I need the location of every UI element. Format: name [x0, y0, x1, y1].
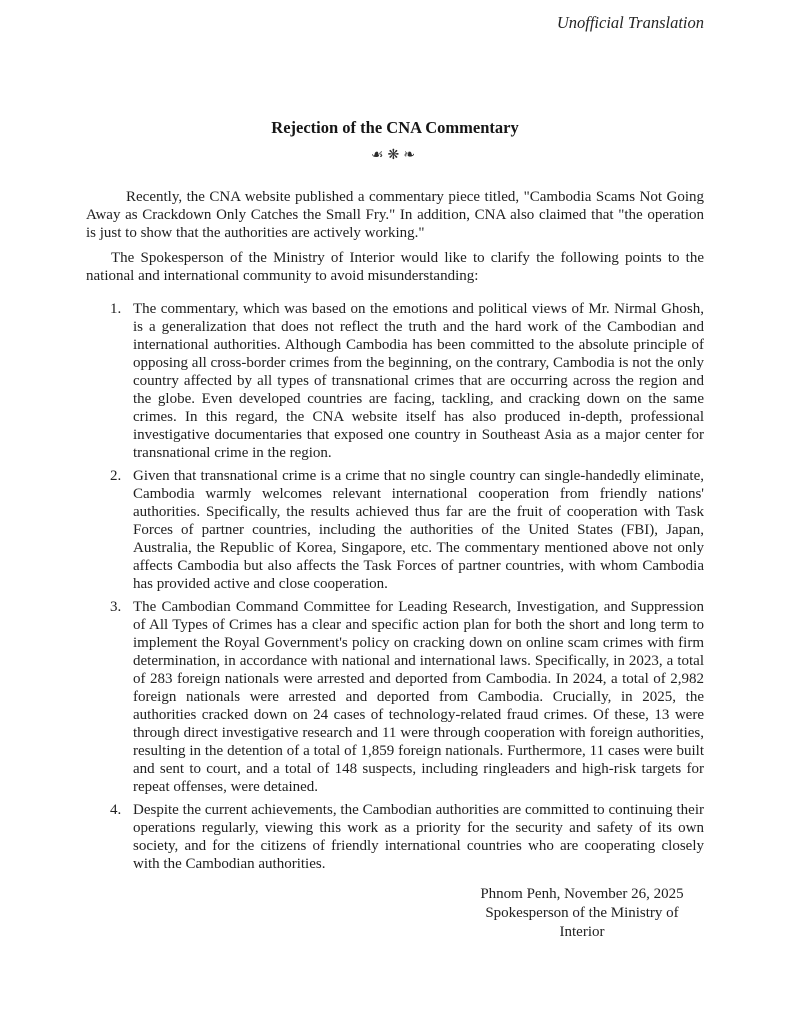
list-item: [86, 467, 704, 593]
signature-role: Spokesperson of the Ministry of Interior: [485, 905, 679, 940]
list-item: [86, 300, 704, 462]
list-item-number: 1.: [110, 301, 122, 317]
signature-place-date: Phnom Penh, November 26, 2025: [480, 886, 684, 902]
list-item-number: 3.: [110, 599, 122, 615]
translation-note: Unofficial Translation: [556, 13, 704, 32]
page-title: Rejection of the CNA Commentary: [271, 118, 519, 137]
signature-block: [462, 885, 702, 942]
list-item-text: The Cambodian Command Committee for Leading Research, Investigation, and Suppression of All Types of Crimes has a clear and specific action plan for both the short and long term to implement the Royal Government's policy on cracking down on online scam crimes with firm determination, in accordance with national and international laws. Specifically, in 2023, a total of 283 foreign nationals were arrested and deported from Cambodia. In 2024, a total of 2,982 foreign nationals were arrested and deported from Cambodia. Crucially, in 2025, the authorities cracked down on 24 cases of technology-related fraud crimes. Of these, 13 were through direct investigative research and 11 were through cooperation with foreign authorities, resulting in the detention of a total of 1,859 foreign nationals. Furthermore, 11 cases were built and sent to court, and a total of 148 suspects, including ringleaders and high-risk targets for repeat offenses, were detained.: [133, 599, 704, 795]
list-item: [86, 801, 704, 873]
list-item-text: The commentary, which was based on the emotions and political views of Mr. Nirmal Ghosh, is a generalization that does not reflect the truth and the hard work of the Cambodian and international authorities. Although Cambodia has been committed to the absolute principle of opposing all cross-border crimes from the beginning, on the contrary, Cambodia is not the only country affected by all types of transnational crimes that are occurring across the region and the globe. Even developed countries are facing, tackling, and cracking down on the same crimes. In this regard, the CNA website itself has also produced in-depth, professional investigative documentaries that exposed one country in Southeast Asia as a major center for transnational crime in the region.: [133, 301, 704, 461]
numbered-list: [86, 300, 704, 873]
list-item-number: 4.: [110, 802, 122, 818]
intro-paragraph-1: Recently, the CNA website published a commentary piece titled, "Cambodia Scams Not Going Away as Crackdown Only Catches the Small Fry." In addition, CNA also claimed that "the operation is just to show that the authorities are actively working.": [86, 189, 704, 241]
list-item-text: Given that transnational crime is a crime that no single country can single-handedly eliminate, Cambodia warmly welcomes relevant international cooperation from friendly nations' authorities. Specifically, the results achieved thus far are the fruit of cooperation with Task Forces of partner countries, including the authorities of the United States (FBI), Japan, Australia, the Republic of Korea, Singapore, etc. The commentary mentioned above not only affects Cambodia but also affects the Task Forces of partner countries, with whom Cambodia has provided active and close cooperation.: [133, 468, 704, 592]
list-item-text: Despite the current achievements, the Cambodian authorities are committed to continuing their operations regularly, viewing this work as a priority for the security and safety of its own society, and for the citizens of friendly international countries who are cooperating closely with the Cambodian authorities.: [133, 802, 704, 872]
intro-paragraph-2: The Spokesperson of the Ministry of Interior would like to clarify the following points to the national and international community to avoid misunderstanding:: [86, 250, 704, 284]
floral-divider-icon: ☙❋❧: [370, 147, 419, 163]
list-item: [86, 598, 704, 796]
list-item-number: 2.: [110, 468, 122, 484]
